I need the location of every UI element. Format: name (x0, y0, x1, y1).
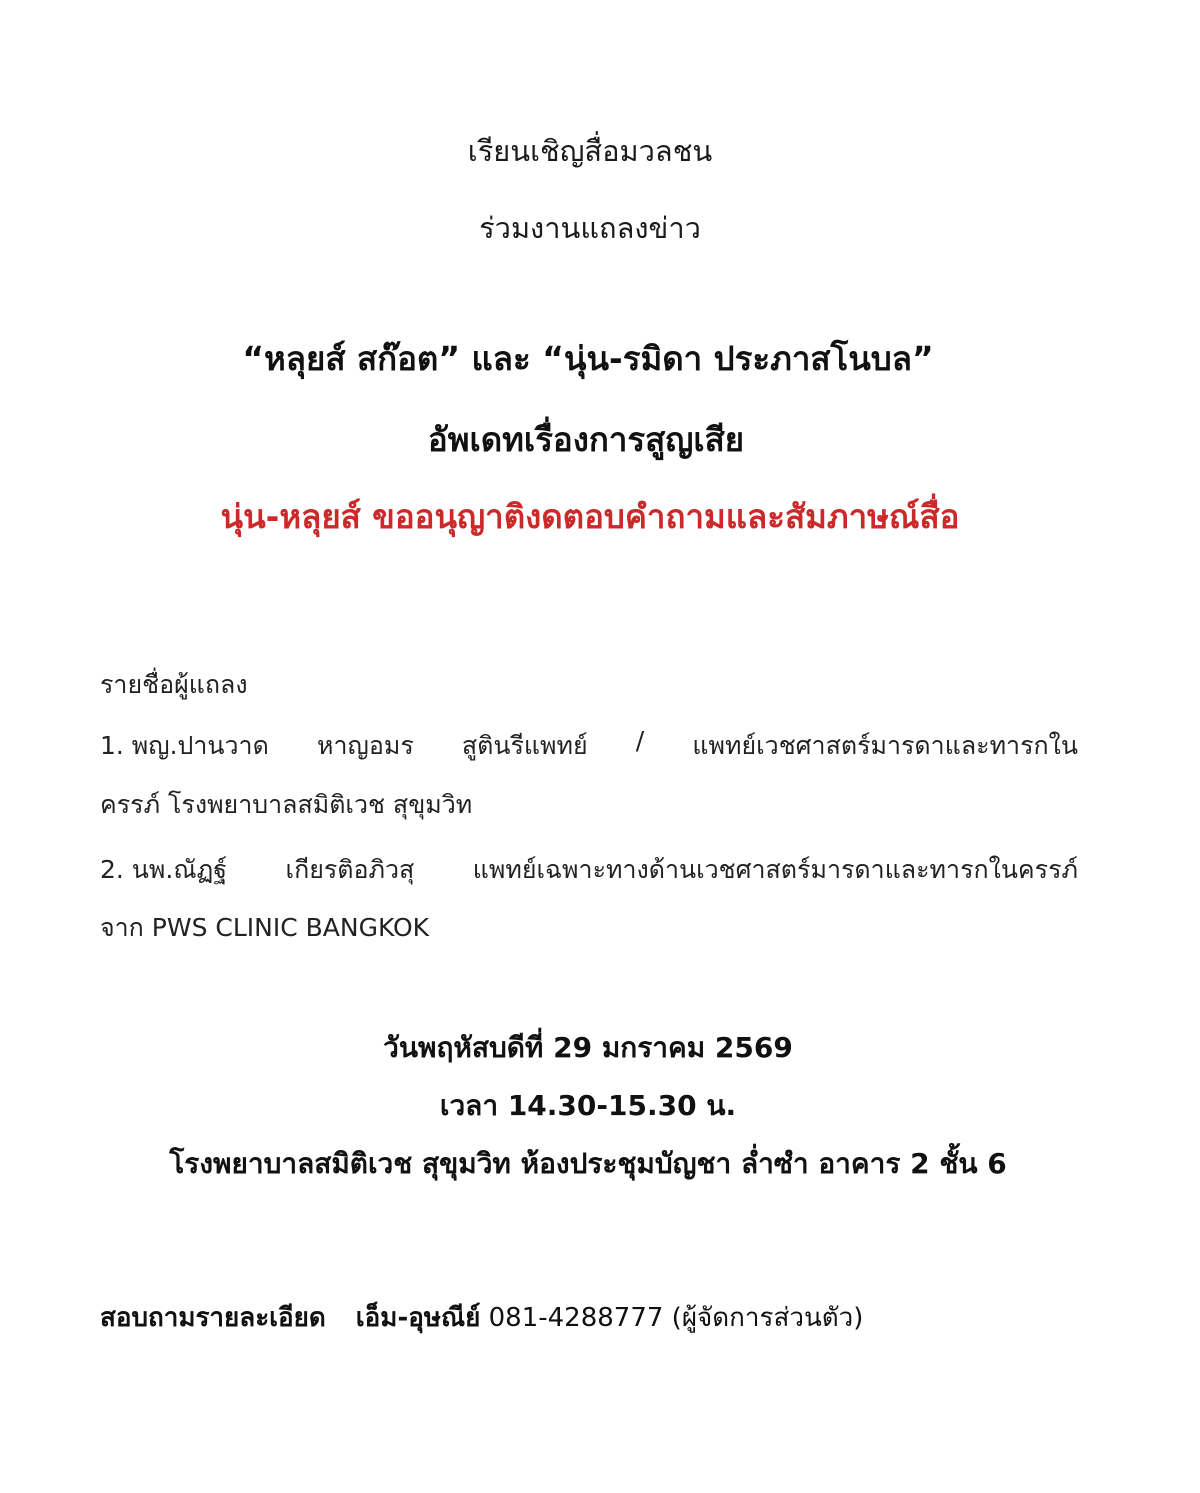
speaker-1-title-name: 1. พญ.ปานวาด (100, 731, 269, 760)
speaker-2-role: แพทย์เฉพาะทางด้านเวชศาสตร์มารดาและทารกในครรภ์ (472, 855, 1078, 884)
headline-no-interview: นุ่น-หลุยส์ ขออนุญาติงดตอบคำถามและสัมภาษณ์สื่อ (220, 497, 960, 536)
contact-detail: 081-4288777 (ผู้จัดการส่วนตัว) (480, 1303, 864, 1333)
speaker-2-surname: เกียรติอภิวสุ (285, 855, 415, 884)
invite-heading: เรียนเชิญสื่อมวลชน (467, 134, 713, 168)
speaker-1-specialty: สูตินรีแพทย์ (461, 731, 588, 760)
speaker-1-role: แพทย์เวชศาสตร์มารดาและทารกใน (692, 731, 1078, 760)
headline-update: อัพเดทเรื่องการสูญเสีย (427, 420, 745, 459)
event-date: วันพฤหัสบดีที่ 29 มกราคม 2569 (383, 1031, 793, 1064)
event-venue: โรงพยาบาลสมิติเวช สุขุมวิท ห้องประชุมบัญชา ล่ำซำ อาคาร 2 ชั้น 6 (169, 1147, 1007, 1180)
invite-subheading: ร่วมงานแถลงข่าว (479, 211, 701, 245)
speaker-2-title-name: 2. นพ.ณัฏฐ์ (100, 855, 228, 884)
speakers-heading: รายชื่อผู้แถลง (100, 670, 248, 699)
contact-line (100, 1297, 863, 1338)
speaker-1-continuation: ครรภ์ โรงพยาบาลสมิติเวช สุขุมวิท (100, 790, 473, 819)
headline-names: “หลุยส์ สก๊อต” และ “นุ่น-รมิดา ประภาสโนบล” (242, 339, 934, 378)
speaker-2-continuation: จาก PWS CLINIC BANGKOK (100, 913, 430, 942)
speaker-2-line (100, 850, 1078, 890)
speaker-1-surname: หาญอมร (317, 731, 414, 760)
speaker-1-separator: / (635, 726, 645, 755)
event-time: เวลา 14.30-15.30 น. (439, 1089, 737, 1122)
contact-label: สอบถามรายละเอียด (100, 1303, 326, 1333)
speaker-1-line (100, 726, 1078, 766)
contact-person: เอ็ม-อุษณีย์ (355, 1303, 481, 1333)
